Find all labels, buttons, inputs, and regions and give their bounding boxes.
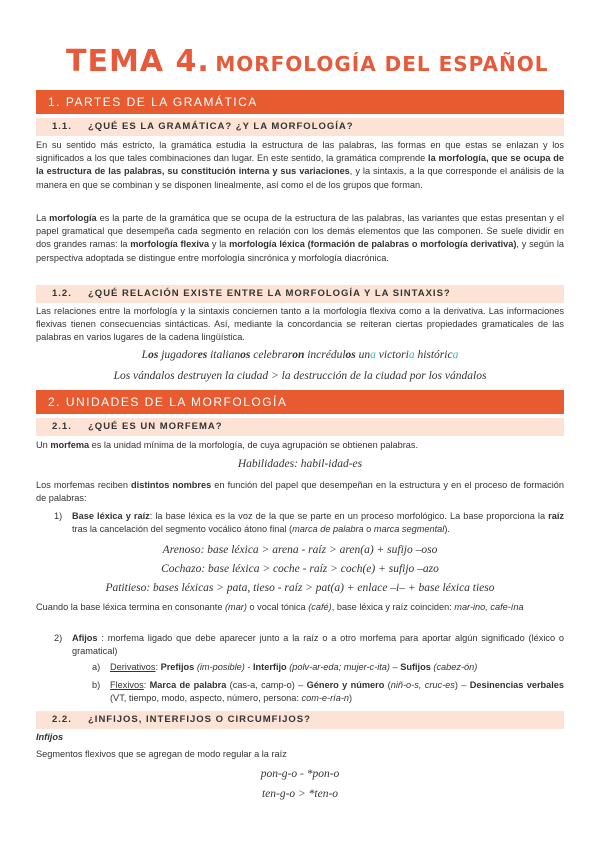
text: italian [207,349,241,361]
text: o [363,524,374,535]
italic-text: mar-ino, cafe-ína [454,602,524,612]
bold-text: os [345,349,356,361]
list-number: 1) [54,511,63,521]
example-tengo: ten-g-o > *ten-o [261,788,339,800]
bold-text: os [240,349,251,361]
italic-text: (café) [308,602,332,612]
example-habilidades: Habilidades: habil-idad-es [237,458,363,470]
highlight-text: a [370,349,376,361]
text: o vocal tónica [246,602,309,612]
subsection-2-1-header [36,418,564,436]
list-item-flexivos [110,679,564,705]
bold-text: Prefijos [160,662,195,672]
text: En su sentido más estricto, la gramática estudia la estructura de las palabras, las formas en que estas se enlazan y los significados a los que tales combinaciones dan lugar. En este sentido, la gramática comprende [36,140,564,164]
text: y la [209,239,230,250]
title-number: TEMA 4. [66,44,210,79]
text: La [36,213,50,223]
text: tras la cancelación del segmento vocálico átono final ( [72,524,293,535]
italic-text: (polv-ar-eda; mujer-c-ita) [286,662,390,672]
example-patitieso: Patitieso: bases léxicas > pata, tieso - raíz > pat(a) + enlace –i– + base léxica tieso [105,582,495,594]
paragraph-morfema [36,439,564,452]
text: históric [414,349,453,361]
text: (cas-a, camp-o) – [226,680,307,690]
subsection-number: 2.1. [52,421,72,432]
italic-text: niñ-o-s, cruc-es [390,680,455,690]
list-number: 2) [54,633,63,643]
bold-text: os [148,349,159,361]
italic-text: (im-posible) [194,662,245,672]
text: , y según la perspectiva adoptada se distingue entre morfología sincrónica y morfología diacrónica. [36,239,565,263]
list-item-base-lexica [72,510,564,536]
section-1-header: 1. PARTES DE LA GRAMÁTICA [36,90,564,114]
example-nominalizacion: Los vándalos destruyen la ciudad > la destrucción de la ciudad por los vándalos [113,370,487,382]
text: : la base léxica es la voz de la que se parte en un proceso morfológico. La base proporciona la [149,511,549,521]
text: jugador [158,349,198,361]
example-concordancia [36,349,564,361]
text: - [244,662,253,672]
bold-text: Base léxica y raíz [72,511,150,521]
text: victori [375,349,409,361]
list-letter: a) [92,662,101,672]
text: un [355,349,371,361]
bold-text: la morfología, que se ocupa de la estructura de las palabras, su constitución interna y sus variaciones [36,153,565,177]
bold-text: morfología [49,213,97,223]
text: ). [444,524,450,535]
example-arenoso: Arenoso: base léxica > arena - raíz > aren(a) + sufijo –oso [162,544,438,556]
text: Un [36,440,51,450]
bold-text: morfema [50,440,90,450]
text: (VT, tiempo, modo, aspecto, número, persona: [110,693,302,704]
bold-text: distintos nombres [131,480,212,490]
subsection-2-2-header [36,711,564,729]
paragraph-morfologia [36,212,564,265]
bold-text: Sufijos [400,662,431,672]
paragraph-nombres [36,479,564,505]
paragraph-gramatica [36,139,564,192]
paragraph-relacion: Las relaciones entre la morfología y la sintaxis conciernen tanto a la morfología flexiva como a la derivativa. Las informaciones flexivas tienen consecuencias sintácticas. Así, mediante la concordancia se reiteran ciertas propiedades gramaticales de las palabras en varios lugares de la cadena lingüística. [36,306,564,343]
paragraph-infijos: Segmentos flexivos que se agregan de modo regular a la raíz [36,749,287,759]
bold-text: Interfijo [252,662,287,672]
italic-text: marca de palabra [292,524,364,535]
text: : [155,662,161,672]
bold-text: es [197,349,208,361]
text: , base léxica y raíz coinciden: [331,602,455,612]
text: incrédul [304,349,346,361]
bold-text: Desinencias verbales [469,680,565,690]
underlined-text: Derivativos [110,662,156,672]
italic-text: com-e-ría-n [301,693,349,704]
text: en función del papel que desempeñan en la estructura y en el proceso de formación de palabras: [36,480,564,504]
subsection-title: ¿QUÉ RELACIÓN EXISTE ENTRE LA MORFOLOGÍA Y LA SINTAXIS? [88,288,451,299]
text: Cuando la base léxica termina en consonante [36,602,225,612]
text: – [389,662,401,672]
text: ) – [454,680,470,690]
italic-text: (cabez-ón) [430,662,478,672]
title-text: MORFOLOGÍA DEL ESPAÑOL [215,52,549,76]
subsection-title: ¿QUÉ ES UN MORFEMA? [88,421,223,432]
subsection-number: 2.2. [52,714,72,725]
italic-text: (mar) [224,602,247,612]
example-pongo: pon-g-o - *pon-o [260,768,340,780]
example-cochazo: Cochazo: base léxica > coche - raíz > coch(e) + sufijo –azo [161,563,439,575]
text: celebrar [250,349,293,361]
text: ) [349,693,353,704]
list-item-derivativos [110,661,564,674]
highlight-text: a [408,349,415,361]
highlight-text: a [452,349,459,361]
bold-text: on [292,349,305,361]
page-title [66,44,549,84]
text: : [143,680,150,690]
text: es la parte de la gramática que se ocupa de la estructura de las palabras, las variantes que estas presentan y el papel gramatical que desempeña cada segmento en relación con los demás elementos que las componen. Se suele dividir en dos grandes ramas: la [36,213,564,250]
subsection-1-2-header [36,285,564,303]
text: es la unidad mínima de la morfología, de cuya agrupación se obtienen palabras. [89,440,419,450]
label-infijos: Infijos [36,732,64,742]
subsection-number: 1.2. [52,288,72,299]
text: ( [384,680,391,690]
bold-text: Marca de palabra [149,680,227,690]
subsection-1-1-header [36,118,564,136]
text: Los morfemas reciben [36,480,132,490]
underlined-text: Flexivos [110,680,144,690]
list-item-afijos [72,632,564,658]
paragraph-coinciden [36,601,564,614]
bold-text: Género y número [306,680,385,690]
italic-text: marca segmental [373,524,445,535]
bold-text: morfología léxica (formación de palabras o morfología derivativa) [229,239,517,250]
text: L [141,349,149,361]
text: : morfema ligado que debe aparecer junto a la raíz o a otro morfema para aportar algún significado (léxico o gramatical) [72,633,564,657]
bold-text: raíz [548,511,564,521]
text: , y la sintaxis, a la que corresponde el análisis de la manera en que se combinan y se disponen linealmente, así como el de los grupos que forman. [36,166,564,190]
bold-text: morfología flexiva [130,239,210,250]
section-2-header: 2. UNIDADES DE LA MORFOLOGÍA [36,390,564,414]
list-letter: b) [92,680,101,690]
subsection-title: ¿INFIJOS, INTERFIJOS O CIRCUMFIJOS? [88,714,311,725]
subsection-number: 1.1. [52,121,72,132]
subsection-title: ¿QUÉ ES LA GRAMÁTICA? ¿Y LA MORFOLOGÍA? [88,121,354,132]
bold-text: Afijos [72,633,98,643]
